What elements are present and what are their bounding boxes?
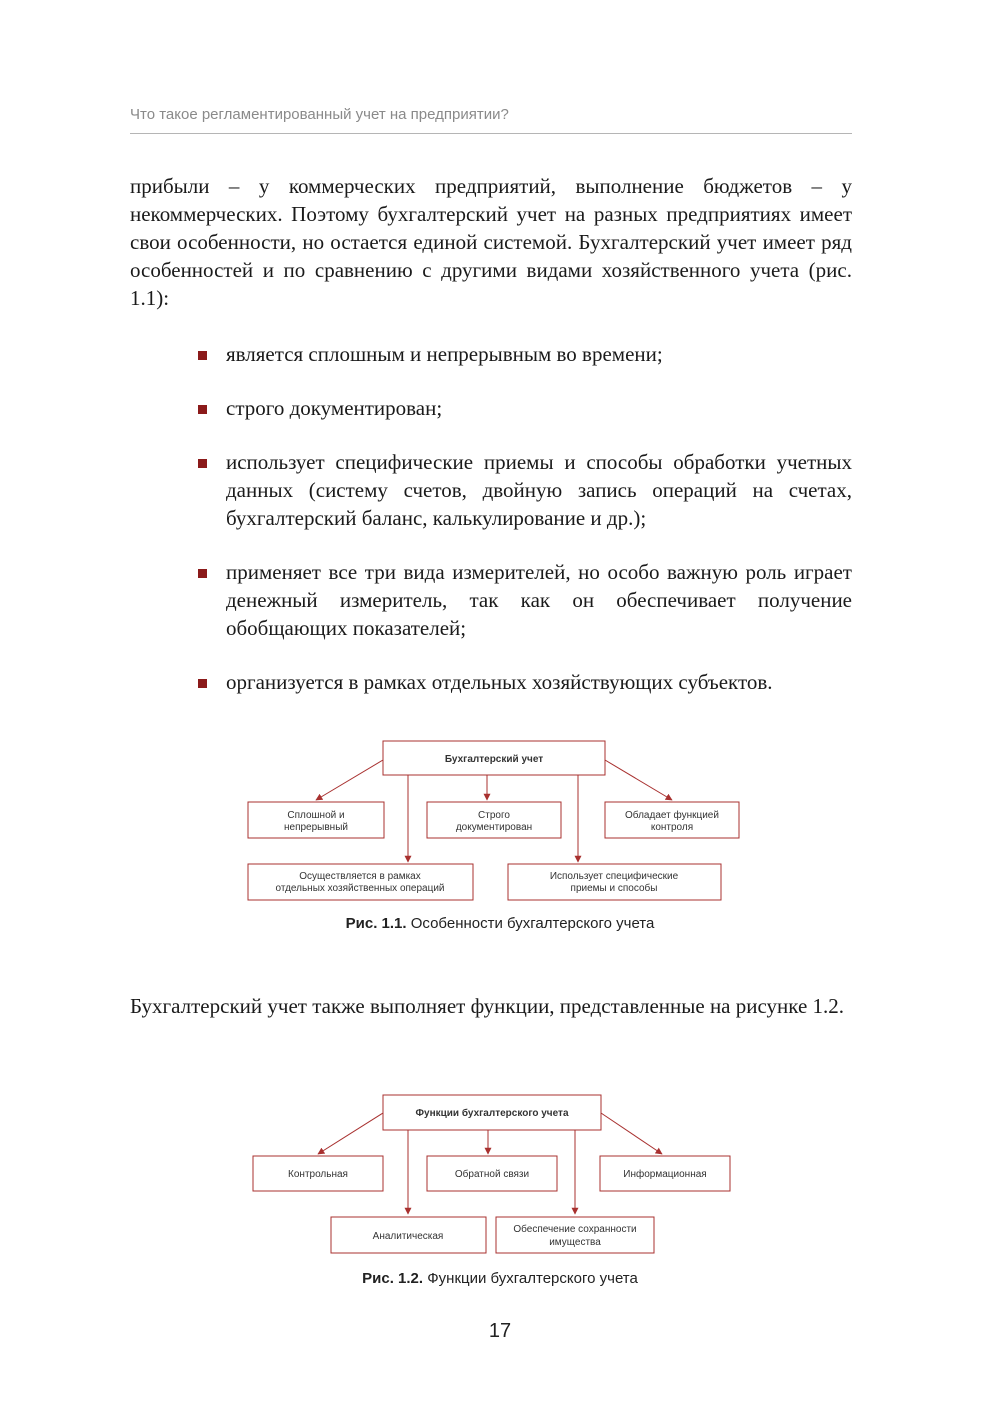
fig1-box-label: документирован [455,822,533,833]
figure-1-2-caption: Рис. 1.2. Функции бухгалтерского учета [362,1270,638,1287]
page-number: 17 [488,1320,512,1342]
fig1-box-label: Осуществляется в рамках [299,871,421,882]
paragraph-1: прибыли – у коммерческих предприятий, выполнение бюджетов – у некоммерческих. Поэтому бухгалтерский учет на разных предприятиях имеет свои особенности, но остается единой системой. Бухгалтерский учет имеет ряд особенностей и по сравнению с другими видами хозяйственного учета (рис. 1.1): [130,174,852,310]
fig2-box-label: Обеспечение сохранности [513,1224,637,1235]
list-item: является сплошным и непрерывным во времени; [196,340,852,368]
fig1-box-label: контроля [650,822,694,833]
fig1-box-label: непрерывный [284,822,348,833]
fig2-box-label: имущества [549,1237,601,1248]
fig1-box-label: Использует специфические [549,871,679,882]
fig2-arrow [601,1113,662,1154]
list-item: применяет все три вида измерителей, но особо важную роль играет денежный измеритель, так как он обеспечивает получение обобщающих показателей; [196,558,852,642]
fig2-box-label: Контрольная [288,1169,348,1180]
list-item: организуется в рамках отдельных хозяйствующих субъектов. [196,668,852,696]
fig2-box-label: Информационная [623,1169,707,1180]
fig1-box-label: приемы и способы [570,883,658,894]
fig2-arrow [318,1113,383,1154]
fig1-box-specific-methods [508,864,721,900]
fig1-box-label: Строго [478,810,510,821]
fig1-root-label: Бухгалтерский учет [444,754,544,765]
fig1-arrow [316,760,383,800]
paragraph-2: Бухгалтерский учет также выполняет функции, представленные на рисунке 1.2. [130,994,845,1018]
list-item: использует специфические приемы и способы обработки учетных данных (систему счетов, двойную запись операций на счетах, бухгалтерский баланс, калькулирование и др.); [196,448,852,532]
fig2-box-label: Аналитическая [372,1231,444,1242]
fig2-box-label: Обратной связи [454,1169,530,1180]
fig1-arrow [605,760,672,800]
fig1-box-label: Сплошной и [287,810,345,821]
fig1-box-within-entities [248,864,473,900]
running-head: Что такое регламентированный учет на предприятии? [130,106,852,134]
fig1-box-label: отдельных хозяйственных операций [275,883,445,894]
fig2-root-label: Функции бухгалтерского учета [415,1108,569,1119]
fig1-box-label: Обладает функцией [625,810,719,821]
list-item: строго документирован; [196,394,852,422]
figure-1-1-caption: Рис. 1.1. Особенности бухгалтерского учета [345,915,655,932]
